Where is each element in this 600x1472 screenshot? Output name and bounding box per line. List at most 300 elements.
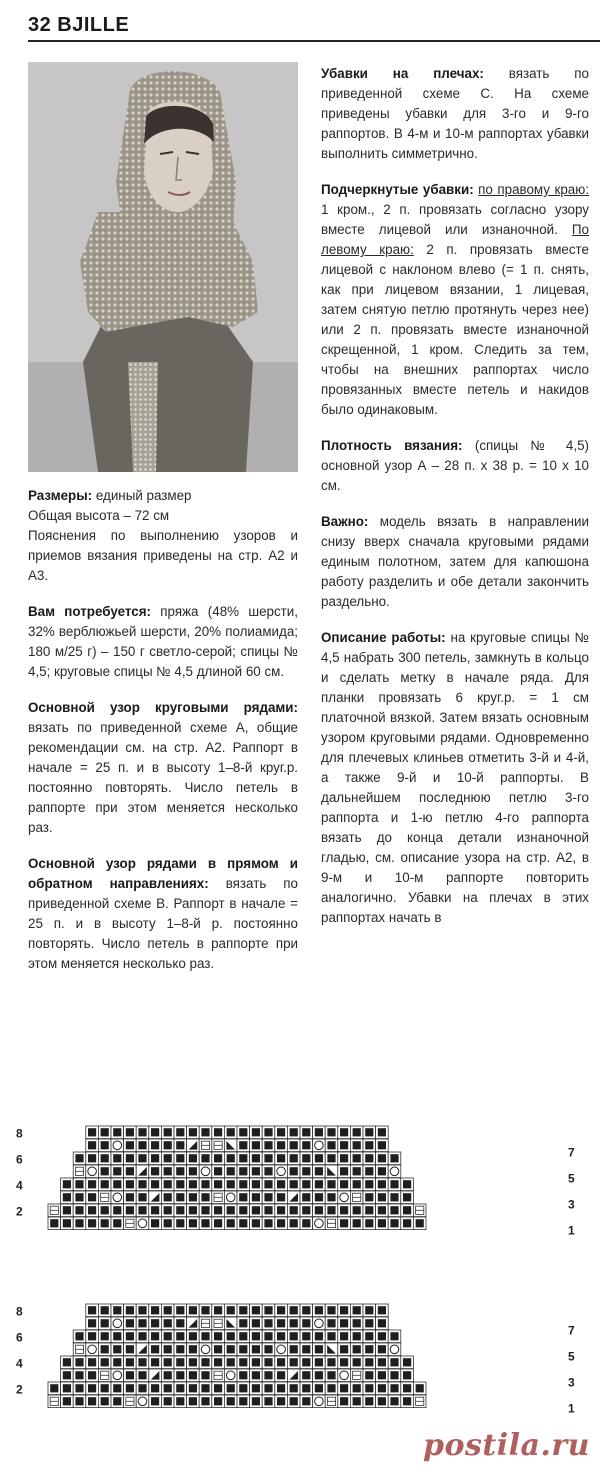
chart-cell bbox=[212, 1178, 225, 1191]
page-header: 32 BJILLE bbox=[28, 14, 130, 36]
chart-cell bbox=[61, 1204, 74, 1217]
chart-cell bbox=[48, 1204, 61, 1217]
chart-cell bbox=[149, 1139, 162, 1152]
chart-cell bbox=[338, 1304, 351, 1317]
chart-cell bbox=[237, 1369, 250, 1382]
chart-cell bbox=[275, 1343, 288, 1356]
chart-cell bbox=[161, 1304, 174, 1317]
chart-cell bbox=[275, 1152, 288, 1165]
watermark: postila.ru bbox=[422, 1428, 590, 1463]
chart-cell bbox=[73, 1369, 86, 1382]
gauge-paragraph bbox=[321, 436, 589, 496]
chart-cell bbox=[174, 1165, 187, 1178]
chart-cell bbox=[174, 1382, 187, 1395]
chart-cell bbox=[212, 1317, 225, 1330]
chart-cell bbox=[262, 1165, 275, 1178]
chart-cell bbox=[376, 1165, 389, 1178]
chart-cell bbox=[300, 1330, 313, 1343]
chart-cell bbox=[98, 1330, 111, 1343]
chart-cell bbox=[376, 1152, 389, 1165]
chart-cell bbox=[98, 1152, 111, 1165]
chart-cell bbox=[401, 1382, 414, 1395]
sizes-value: единый размер bbox=[95, 488, 192, 503]
work-description-label: Описание работы: bbox=[321, 630, 446, 645]
chart-cell bbox=[86, 1217, 99, 1230]
chart-cell bbox=[262, 1191, 275, 1204]
chart-cell bbox=[401, 1204, 414, 1217]
chart-cell bbox=[262, 1343, 275, 1356]
chart-cell bbox=[149, 1217, 162, 1230]
chart-cell bbox=[86, 1343, 99, 1356]
chart-cell bbox=[98, 1343, 111, 1356]
chart-cell bbox=[250, 1395, 263, 1408]
model-photo-illustration bbox=[28, 62, 298, 472]
chart-cell bbox=[325, 1330, 338, 1343]
chart-cell bbox=[275, 1369, 288, 1382]
chart-cell bbox=[325, 1356, 338, 1369]
chart-cell bbox=[187, 1317, 200, 1330]
chart-cell bbox=[136, 1304, 149, 1317]
chart-cell bbox=[363, 1395, 376, 1408]
chart-cell bbox=[262, 1217, 275, 1230]
chart-cell bbox=[48, 1395, 61, 1408]
chart-cell bbox=[224, 1395, 237, 1408]
chart-cell bbox=[363, 1178, 376, 1191]
chart-cell bbox=[262, 1304, 275, 1317]
chart-cell bbox=[300, 1165, 313, 1178]
chart-cell bbox=[187, 1382, 200, 1395]
chart-cell bbox=[300, 1343, 313, 1356]
chart-cell bbox=[388, 1382, 401, 1395]
chart-cell bbox=[199, 1317, 212, 1330]
chart-cell bbox=[111, 1204, 124, 1217]
chart-cell bbox=[376, 1382, 389, 1395]
chart-cell bbox=[313, 1382, 326, 1395]
chart-cell bbox=[187, 1304, 200, 1317]
chart-cell bbox=[350, 1382, 363, 1395]
chart-cell bbox=[174, 1217, 187, 1230]
shoulder-decrease-text: вязать по приведенной схеме С. На схеме приведены убавки для 3-го и 9-го раппортов. В 4-м и 10-м раппортах убавки выполнить симметрично. bbox=[321, 66, 589, 161]
chart-a bbox=[16, 1126, 575, 1238]
chart-cell bbox=[111, 1217, 124, 1230]
chart-cell bbox=[224, 1126, 237, 1139]
chart-cell bbox=[86, 1395, 99, 1408]
chart-cell bbox=[287, 1178, 300, 1191]
shoulder-decrease-paragraph bbox=[321, 64, 589, 164]
chart-cell bbox=[275, 1165, 288, 1178]
chart-cell bbox=[350, 1317, 363, 1330]
flat-pattern-label: Основной узор рядами в прямом и обратном направлениях: bbox=[28, 856, 298, 891]
chart-cell bbox=[338, 1126, 351, 1139]
sizes-label: Размеры: bbox=[28, 488, 93, 503]
chart-cell bbox=[111, 1191, 124, 1204]
chart-cell bbox=[73, 1204, 86, 1217]
chart-cell bbox=[224, 1165, 237, 1178]
chart-cell bbox=[124, 1330, 137, 1343]
chart-cell bbox=[199, 1152, 212, 1165]
chart-cell bbox=[237, 1217, 250, 1230]
chart-cell bbox=[413, 1382, 426, 1395]
chart-row-label-right: 5 bbox=[568, 1171, 575, 1186]
chart-cell bbox=[262, 1126, 275, 1139]
chart-cell bbox=[212, 1217, 225, 1230]
chart-cell bbox=[287, 1369, 300, 1382]
chart-cell bbox=[73, 1165, 86, 1178]
chart-cell bbox=[149, 1382, 162, 1395]
height-line: Общая высота – 72 см bbox=[28, 508, 170, 523]
chart-cell bbox=[199, 1191, 212, 1204]
chart-cell bbox=[262, 1330, 275, 1343]
chart-cell bbox=[174, 1178, 187, 1191]
chart-cell bbox=[300, 1152, 313, 1165]
chart-cell bbox=[275, 1330, 288, 1343]
right-edge-label: по правому краю: bbox=[478, 182, 589, 197]
chart-cell bbox=[300, 1126, 313, 1139]
chart-cell bbox=[401, 1178, 414, 1191]
chart-cell bbox=[250, 1165, 263, 1178]
chart-cell bbox=[149, 1395, 162, 1408]
chart-cell bbox=[61, 1191, 74, 1204]
chart-cell bbox=[300, 1139, 313, 1152]
shoulder-decrease-label: Убавки на плечах: bbox=[321, 66, 484, 81]
chart-cell bbox=[363, 1369, 376, 1382]
chart-cell bbox=[313, 1330, 326, 1343]
chart-cell bbox=[388, 1217, 401, 1230]
chart-cell bbox=[98, 1382, 111, 1395]
chart-cell bbox=[174, 1191, 187, 1204]
chart-cell bbox=[388, 1343, 401, 1356]
chart-cell bbox=[287, 1317, 300, 1330]
chart-cell bbox=[136, 1165, 149, 1178]
chart-cell bbox=[136, 1395, 149, 1408]
chart-cell bbox=[262, 1152, 275, 1165]
chart-cell bbox=[73, 1178, 86, 1191]
chart-cell bbox=[313, 1165, 326, 1178]
chart-cell bbox=[224, 1217, 237, 1230]
chart-cell bbox=[237, 1139, 250, 1152]
chart-cell bbox=[388, 1330, 401, 1343]
chart-row-label-left: 8 bbox=[16, 1126, 23, 1141]
chart-cell bbox=[124, 1304, 137, 1317]
chart-cell bbox=[237, 1330, 250, 1343]
chart-cell bbox=[161, 1330, 174, 1343]
chart-cell bbox=[237, 1126, 250, 1139]
chart-cell bbox=[86, 1178, 99, 1191]
note-line: Пояснения по выполнению узоров и приемов вязания приведены на стр. А2 и А3. bbox=[28, 528, 298, 583]
chart-cell bbox=[350, 1165, 363, 1178]
chart-row-label-left: 4 bbox=[16, 1178, 23, 1193]
chart-cell bbox=[224, 1204, 237, 1217]
chart-cell bbox=[48, 1217, 61, 1230]
chart-cell bbox=[86, 1139, 99, 1152]
chart-cell bbox=[212, 1152, 225, 1165]
chart-cell bbox=[350, 1204, 363, 1217]
chart-cell bbox=[174, 1304, 187, 1317]
left-edge-label: По левому краю: bbox=[321, 222, 589, 257]
chart-cell bbox=[224, 1152, 237, 1165]
chart-cell bbox=[187, 1395, 200, 1408]
chart-cell bbox=[350, 1126, 363, 1139]
chart-cell bbox=[376, 1139, 389, 1152]
chart-cell bbox=[187, 1204, 200, 1217]
chart-cell bbox=[300, 1178, 313, 1191]
chart-cell bbox=[313, 1356, 326, 1369]
chart-cell bbox=[275, 1126, 288, 1139]
chart-cell bbox=[287, 1343, 300, 1356]
knitting-charts-svg bbox=[0, 1118, 600, 1472]
chart-cell bbox=[287, 1304, 300, 1317]
chart-cell bbox=[73, 1217, 86, 1230]
chart-cell bbox=[149, 1126, 162, 1139]
chart-cell bbox=[250, 1126, 263, 1139]
chart-cell bbox=[161, 1165, 174, 1178]
chart-cell bbox=[237, 1382, 250, 1395]
chart-cell bbox=[136, 1356, 149, 1369]
chart-cell bbox=[300, 1191, 313, 1204]
chart-cell bbox=[237, 1356, 250, 1369]
chart-cell bbox=[73, 1382, 86, 1395]
chart-cell bbox=[224, 1139, 237, 1152]
chart-cell bbox=[413, 1217, 426, 1230]
sizes-paragraph bbox=[28, 486, 298, 586]
chart-cell bbox=[287, 1139, 300, 1152]
chart-cell bbox=[224, 1369, 237, 1382]
chart-cell bbox=[86, 1126, 99, 1139]
chart-cell bbox=[187, 1356, 200, 1369]
chart-cell bbox=[161, 1369, 174, 1382]
chart-cell bbox=[350, 1152, 363, 1165]
chart-cell bbox=[187, 1369, 200, 1382]
chart-cell bbox=[149, 1369, 162, 1382]
chart-cell bbox=[187, 1217, 200, 1230]
chart-cell bbox=[376, 1126, 389, 1139]
underlined-decrease-paragraph bbox=[321, 180, 589, 420]
chart-cell bbox=[250, 1369, 263, 1382]
chart-cell bbox=[237, 1191, 250, 1204]
chart-cell bbox=[61, 1178, 74, 1191]
chart-cell bbox=[338, 1343, 351, 1356]
chart-cell bbox=[363, 1126, 376, 1139]
chart-cell bbox=[287, 1152, 300, 1165]
chart-cell bbox=[325, 1343, 338, 1356]
chart-cell bbox=[350, 1217, 363, 1230]
chart-cell bbox=[262, 1204, 275, 1217]
chart-cell bbox=[212, 1191, 225, 1204]
chart-cell bbox=[250, 1343, 263, 1356]
chart-cell bbox=[161, 1317, 174, 1330]
chart-row-label-right: 3 bbox=[568, 1375, 575, 1390]
chart-cell bbox=[262, 1356, 275, 1369]
chart-cell bbox=[136, 1343, 149, 1356]
chart-cell bbox=[376, 1204, 389, 1217]
chart-cell bbox=[73, 1191, 86, 1204]
chart-cell bbox=[376, 1395, 389, 1408]
chart-cell bbox=[287, 1165, 300, 1178]
chart-cell bbox=[363, 1217, 376, 1230]
chart-cell bbox=[287, 1382, 300, 1395]
chart-cell bbox=[275, 1382, 288, 1395]
chart-cell bbox=[376, 1330, 389, 1343]
chart-cell bbox=[199, 1395, 212, 1408]
chart-cell bbox=[313, 1152, 326, 1165]
chart-cell bbox=[149, 1317, 162, 1330]
chart-cell bbox=[237, 1304, 250, 1317]
chart-cell bbox=[275, 1178, 288, 1191]
important-paragraph bbox=[321, 512, 589, 612]
chart-cell bbox=[212, 1343, 225, 1356]
chart-cell bbox=[98, 1217, 111, 1230]
flat-pattern-paragraph bbox=[28, 854, 298, 974]
chart-cell bbox=[388, 1152, 401, 1165]
chart-cell bbox=[313, 1395, 326, 1408]
chart-cell bbox=[376, 1304, 389, 1317]
flat-pattern-text: вязать по приведенной схеме В. Раппорт в начале = 25 п. и в высоту 1–8-й р. постоянно повторять. Число петель в раппорте при этом меняется несколько раз. bbox=[28, 876, 298, 971]
chart-cell bbox=[98, 1139, 111, 1152]
chart-cell bbox=[174, 1139, 187, 1152]
chart-cell bbox=[376, 1356, 389, 1369]
chart-cell bbox=[300, 1204, 313, 1217]
chart-cell bbox=[313, 1204, 326, 1217]
chart-cell bbox=[388, 1204, 401, 1217]
chart-cell bbox=[237, 1343, 250, 1356]
chart-cell bbox=[199, 1369, 212, 1382]
chart-cell bbox=[237, 1317, 250, 1330]
chart-cell bbox=[136, 1126, 149, 1139]
chart-cell bbox=[111, 1178, 124, 1191]
chart-cell bbox=[237, 1152, 250, 1165]
chart-cell bbox=[73, 1356, 86, 1369]
chart-cell bbox=[187, 1191, 200, 1204]
chart-cell bbox=[237, 1204, 250, 1217]
chart-cell bbox=[149, 1204, 162, 1217]
chart-cell bbox=[250, 1191, 263, 1204]
chart-cell bbox=[363, 1152, 376, 1165]
chart-cell bbox=[350, 1191, 363, 1204]
chart-cell bbox=[325, 1152, 338, 1165]
chart-cell bbox=[338, 1204, 351, 1217]
chart-cell bbox=[224, 1356, 237, 1369]
chart-cell bbox=[401, 1369, 414, 1382]
chart-cell bbox=[124, 1139, 137, 1152]
chart-cell bbox=[363, 1139, 376, 1152]
chart-cell bbox=[350, 1178, 363, 1191]
chart-cell bbox=[136, 1139, 149, 1152]
chart-row-label-right: 7 bbox=[568, 1323, 575, 1338]
chart-row-label-right: 1 bbox=[568, 1401, 575, 1416]
chart-cell bbox=[199, 1343, 212, 1356]
chart-cell bbox=[376, 1317, 389, 1330]
chart-cell bbox=[199, 1126, 212, 1139]
chart-cell bbox=[136, 1317, 149, 1330]
chart-cell bbox=[338, 1330, 351, 1343]
chart-cell bbox=[86, 1304, 99, 1317]
chart-cell bbox=[136, 1204, 149, 1217]
chart-cell bbox=[149, 1178, 162, 1191]
chart-cell bbox=[98, 1165, 111, 1178]
chart-cell bbox=[212, 1395, 225, 1408]
chart-cell bbox=[363, 1343, 376, 1356]
chart-cell bbox=[250, 1139, 263, 1152]
chart-row-label-left: 2 bbox=[16, 1204, 23, 1219]
chart-cell bbox=[161, 1343, 174, 1356]
chart-cell bbox=[300, 1356, 313, 1369]
chart-row-label-right: 1 bbox=[568, 1223, 575, 1238]
chart-cell bbox=[313, 1217, 326, 1230]
chart-cell bbox=[187, 1152, 200, 1165]
chart-cell bbox=[363, 1330, 376, 1343]
chart-cell bbox=[388, 1191, 401, 1204]
chart-cell bbox=[111, 1317, 124, 1330]
chart-cell bbox=[376, 1178, 389, 1191]
chart-cell bbox=[161, 1152, 174, 1165]
chart-cell bbox=[111, 1304, 124, 1317]
chart-cell bbox=[224, 1343, 237, 1356]
chart-cell bbox=[262, 1178, 275, 1191]
chart-cell bbox=[161, 1191, 174, 1204]
chart-cell bbox=[61, 1356, 74, 1369]
chart-row-label-left: 2 bbox=[16, 1382, 23, 1397]
chart-cell bbox=[98, 1191, 111, 1204]
chart-cell bbox=[313, 1369, 326, 1382]
chart-cell bbox=[161, 1395, 174, 1408]
chart-cell bbox=[376, 1191, 389, 1204]
chart-cell bbox=[212, 1139, 225, 1152]
chart-cell bbox=[149, 1356, 162, 1369]
circular-pattern-paragraph bbox=[28, 698, 298, 838]
chart-row-label-right: 7 bbox=[568, 1145, 575, 1160]
chart-cell bbox=[61, 1395, 74, 1408]
chart-cell bbox=[300, 1395, 313, 1408]
chart-cell bbox=[199, 1217, 212, 1230]
chart-cell bbox=[224, 1178, 237, 1191]
chart-cell bbox=[161, 1126, 174, 1139]
chart-cell bbox=[111, 1152, 124, 1165]
chart-cell bbox=[86, 1317, 99, 1330]
chart-cell bbox=[275, 1191, 288, 1204]
chart-cell bbox=[350, 1343, 363, 1356]
materials-label: Вам потребуется: bbox=[28, 604, 151, 619]
chart-cell bbox=[187, 1343, 200, 1356]
chart-cell bbox=[111, 1356, 124, 1369]
chart-cell bbox=[300, 1217, 313, 1230]
chart-cell bbox=[224, 1304, 237, 1317]
chart-cell bbox=[161, 1204, 174, 1217]
chart-cell bbox=[86, 1356, 99, 1369]
chart-cell bbox=[338, 1139, 351, 1152]
work-description-paragraph bbox=[321, 628, 589, 928]
chart-cell bbox=[338, 1165, 351, 1178]
gauge-text: (спицы № 4,5) основной узор А – 28 п. х 38 р. = 10 х 10 см. bbox=[321, 438, 589, 493]
chart-cell bbox=[313, 1139, 326, 1152]
chart-cell bbox=[338, 1317, 351, 1330]
chart-cell bbox=[237, 1178, 250, 1191]
chart-cell bbox=[149, 1165, 162, 1178]
chart-cell bbox=[124, 1126, 137, 1139]
chart-cell bbox=[124, 1317, 137, 1330]
chart-cell bbox=[363, 1382, 376, 1395]
chart-cell bbox=[262, 1369, 275, 1382]
chart-cell bbox=[313, 1126, 326, 1139]
chart-cell bbox=[313, 1178, 326, 1191]
chart-cell bbox=[149, 1304, 162, 1317]
chart-cell bbox=[325, 1165, 338, 1178]
chart-cell bbox=[136, 1191, 149, 1204]
chart-row-label-left: 6 bbox=[16, 1330, 23, 1345]
chart-cell bbox=[199, 1304, 212, 1317]
chart-cell bbox=[174, 1356, 187, 1369]
chart-cell bbox=[111, 1165, 124, 1178]
chart-cell bbox=[174, 1126, 187, 1139]
